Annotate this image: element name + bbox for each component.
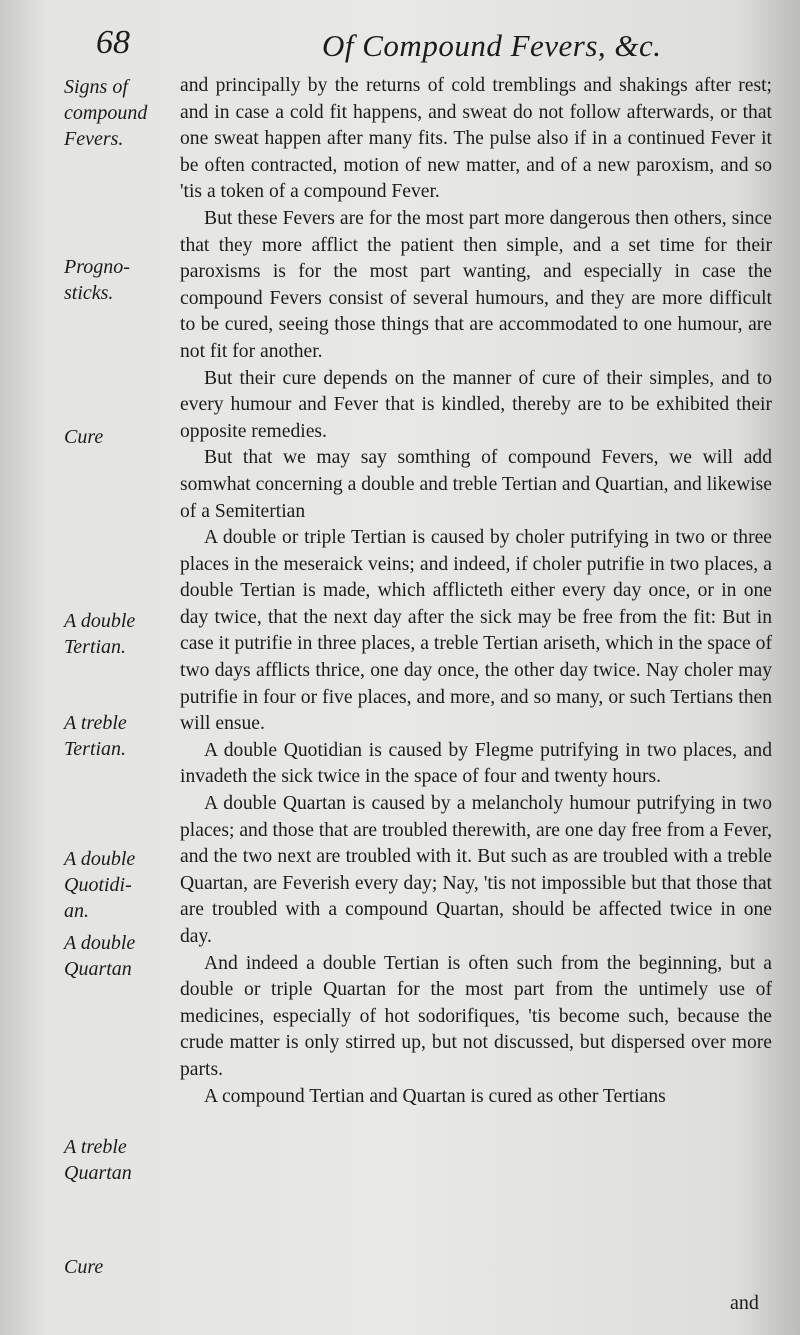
margin-note-line: an. xyxy=(64,900,89,922)
margin-note-prognosticks xyxy=(64,254,184,306)
margin-note-line: Progno- xyxy=(64,256,130,278)
paragraph-compound-cure: A compound Tertian and Quartan is cured as other Tertians xyxy=(204,1085,666,1107)
margin-note-double-quotidian xyxy=(64,846,184,924)
page-header xyxy=(0,22,800,72)
margin-note-double-tertian xyxy=(64,608,184,660)
margin-note-line: Cure xyxy=(64,1256,104,1278)
margin-note-line: sticks. xyxy=(64,282,114,304)
margin-note-line: A treble xyxy=(64,1136,127,1158)
margin-note-line: A double xyxy=(64,610,136,632)
running-head: Of Compound Fevers, &c. xyxy=(322,28,662,63)
margin-note-line: Fevers. xyxy=(64,128,124,150)
paragraph-double-quotidian: A double Quotidian is caused by Flegme putrifying in two places, and invadeth the sick twice in the space of four and twenty hours. xyxy=(180,739,772,788)
catchword: and xyxy=(730,1292,759,1314)
margin-note-line: Tertian. xyxy=(64,636,127,658)
margin-note-cure-compound xyxy=(64,1254,184,1280)
paragraph-signs: and principally by the returns of cold tremblings and shakings after rest; and in case a cold fit happens, and sweat do not follow afterwards, or that one sweat happen after many fits. The pulse also if in a continued Fever it be often contracted, motion of new matter, and of a new paroxism, and so 'tis a token of a compound Fever. xyxy=(180,75,772,203)
margin-note-line: A double xyxy=(64,932,136,954)
margin-note-line: Quotidi- xyxy=(64,874,132,896)
paragraph-cure: But their cure depends on the manner of cure of their simples, and to every humour and Fever that is kindled, thereby are to be exhibited their opposite remedies. xyxy=(180,367,772,442)
margin-note-line: Tertian. xyxy=(64,738,127,760)
main-text xyxy=(180,73,772,1110)
margin-note-treble-quartan xyxy=(64,1134,184,1186)
margin-note-cure xyxy=(64,424,184,450)
paragraph-introduction: But that we may say somthing of compound Fevers, we will add somwhat concerning a double and treble Tertian and Quartian, and likewise of a Semitertian xyxy=(180,447,772,522)
margin-note-line: compound xyxy=(64,102,148,124)
paragraph-prognosticks: But these Fevers are for the most part more dangerous then others, since that they more afflict the patient then simple, and a set time for their paroxisms is for the most part wanting, and especially in case the compound Fevers consist of several humours, and they are more difficult to be cured, seeing those things that are accommodated to one humour, are not fit for another. xyxy=(180,207,772,362)
page-number: 68 xyxy=(96,24,130,61)
margin-note-double-quartan xyxy=(64,930,184,982)
margin-note-treble-tertian xyxy=(64,710,184,762)
margin-note-line: A treble xyxy=(64,712,127,734)
margin-note-line: Cure xyxy=(64,426,104,448)
margin-note-line: Quartan xyxy=(64,1162,132,1184)
margin-note-line: Quartan xyxy=(64,958,132,980)
paragraph-double-tertian: A double or triple Tertian is caused by choler putrifying in two or three places in the meseraick veins; and indeed, if choler putrifie in two places, a double Tertian is made, which afflicteth either every day once, or in one day twice, that the next day after the sick may be free from the fit: But in case it putrifie in three places, a treble Tertian ariseth, which in the space of two days afflicts thrice, one day once, the other day twice. Nay choler may putrifie in four or five places, and more, and so many, or such Tertians then will ensue. xyxy=(180,527,772,735)
paragraph-origin: And indeed a double Tertian is often such from the beginning, but a double or triple Quartan for the most part from the untimely use of medicines, especially of hot sodorifiques, 'tis become such, because the crude matter is only stirred up, but not discussed, but dispersed over more parts. xyxy=(180,952,772,1080)
paragraph-double-quartan: A double Quartan is caused by a melancholy humour putrifying in two places; and those that are troubled therewith, are one day free from a Fever, and the two next are troubled with it. But such as are troubled with a treble Quartan, are Feverish every day; Nay, 'tis not impossible but that those that are troubled with a compound Quartan, should be affected twice in one day. xyxy=(180,793,772,947)
margin-note-line: Signs of xyxy=(64,76,128,98)
margin-note-signs xyxy=(64,74,184,152)
margin-note-line: A double xyxy=(64,848,136,870)
